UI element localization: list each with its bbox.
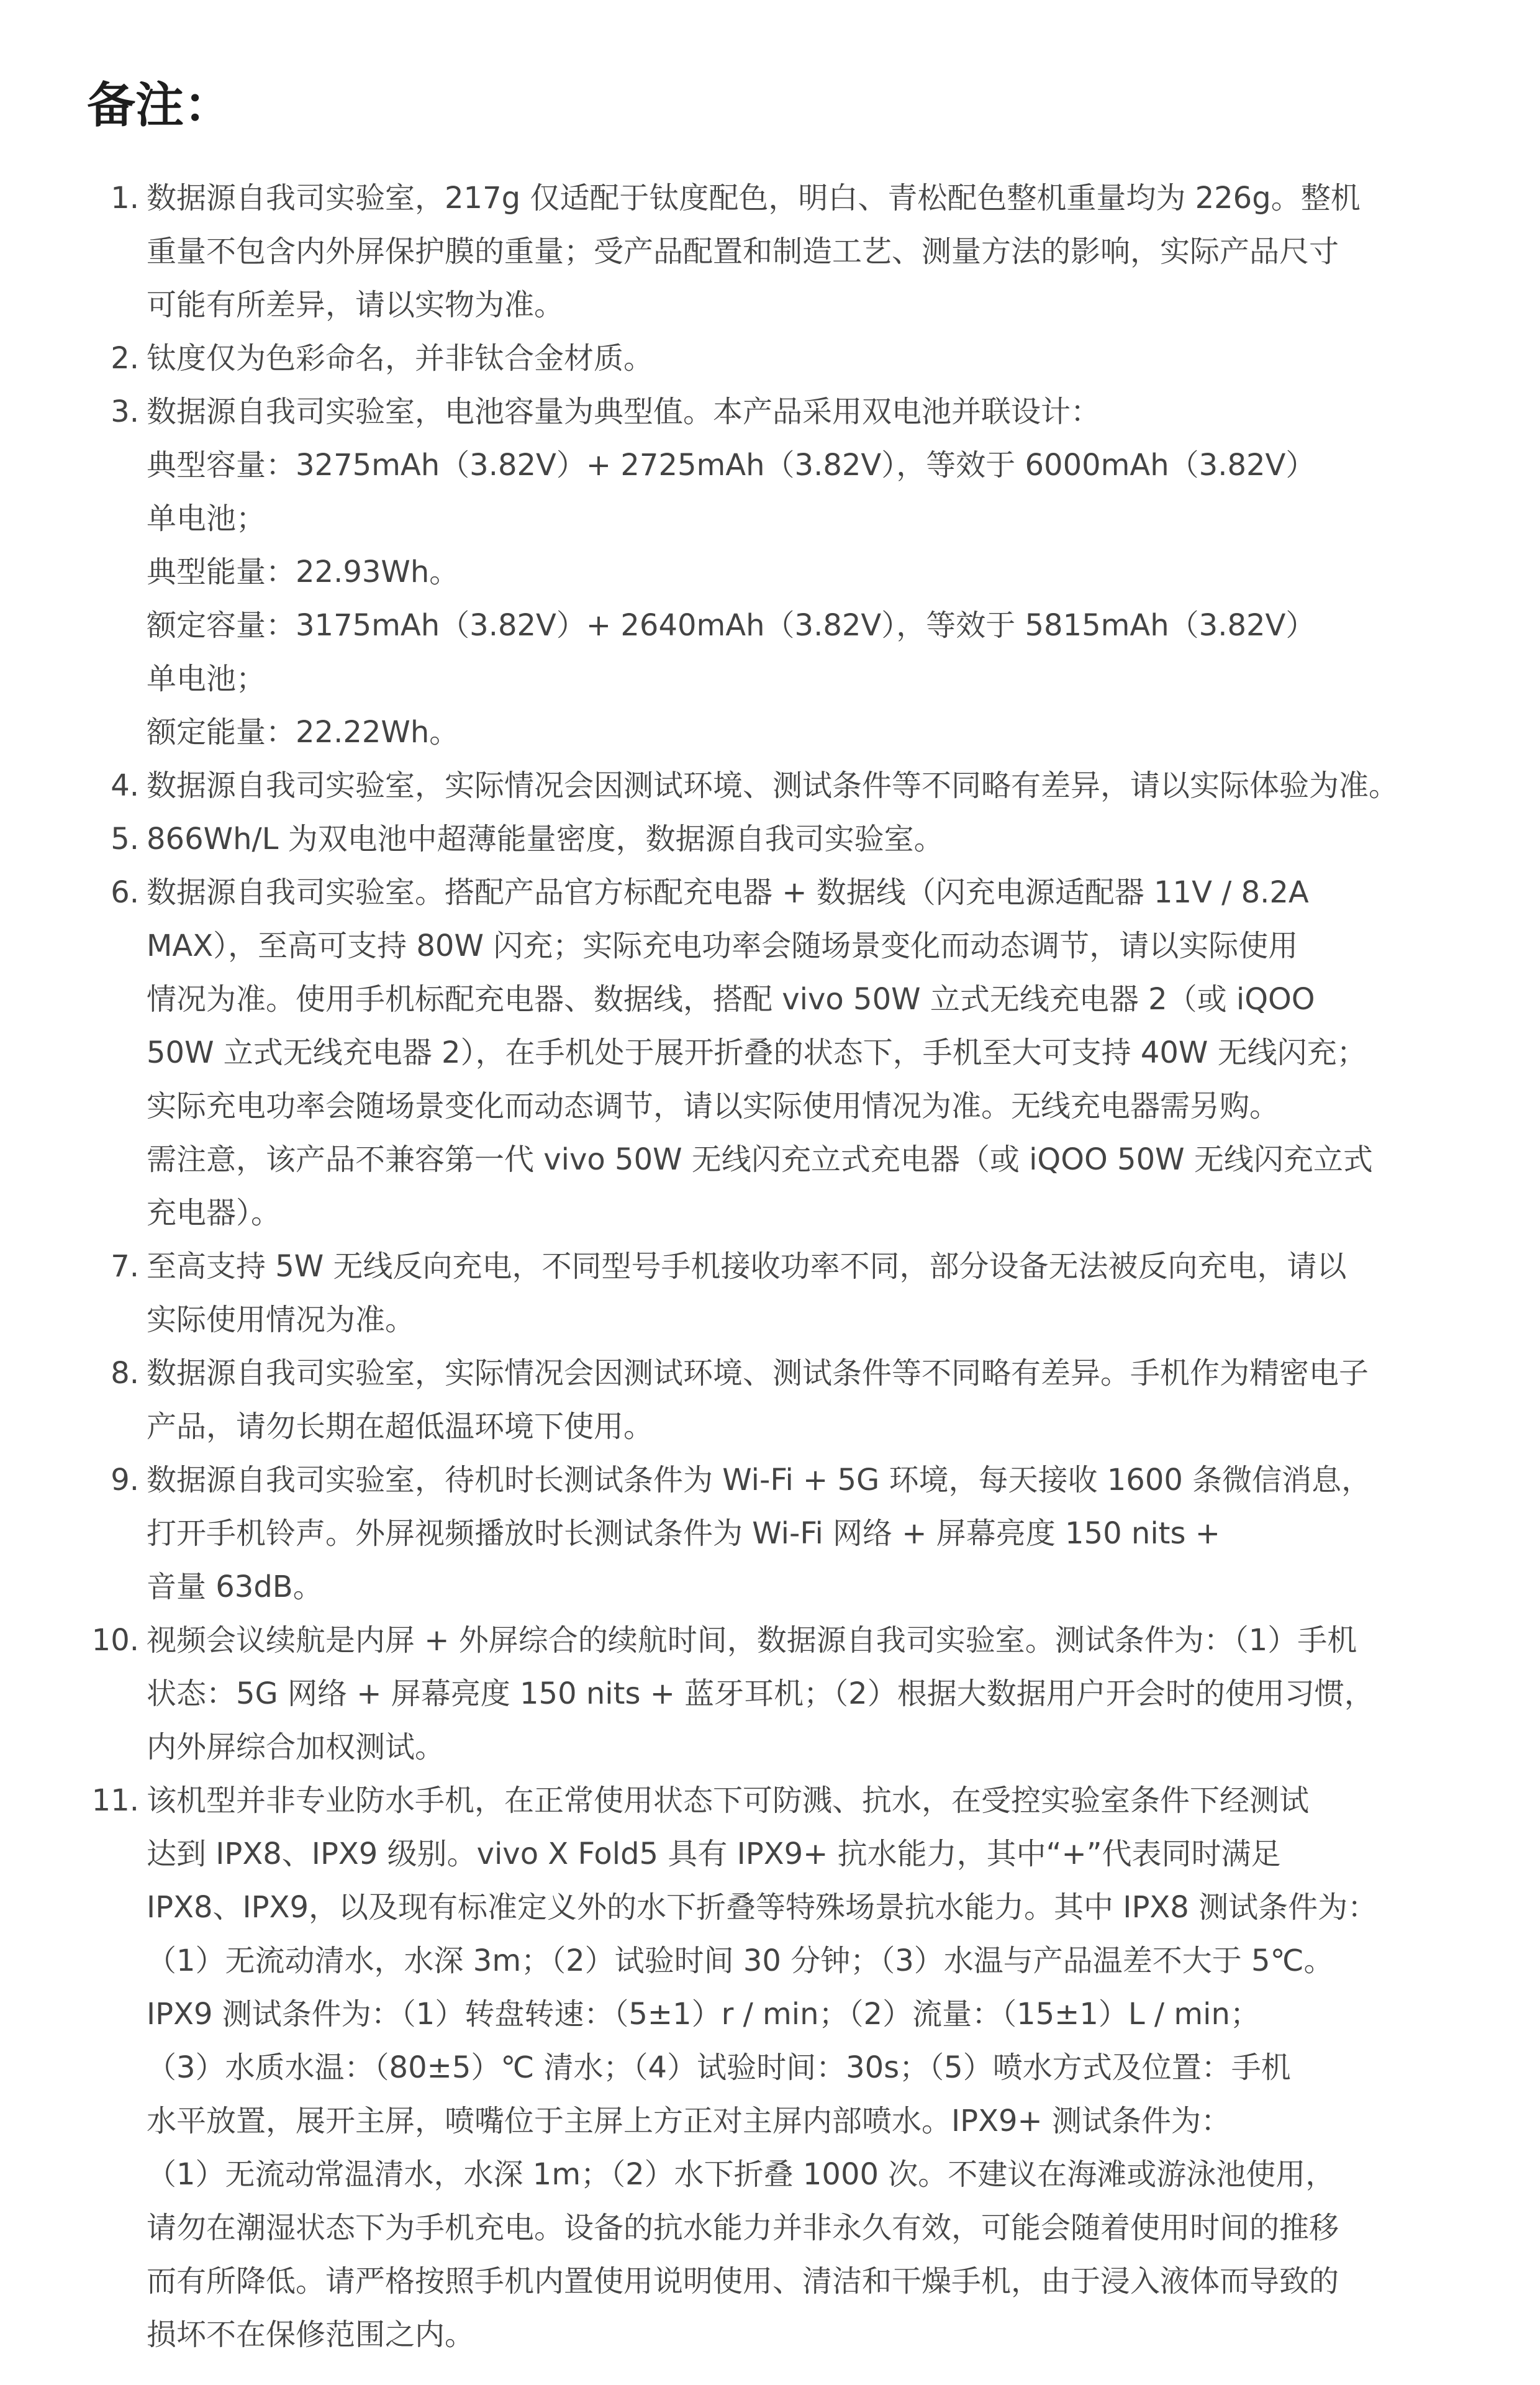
note-line: 需注意，该产品不兼容第一代 vivo 50W 无线闪充立式充电器（或 iQOO 50W 无线闪充立式 <box>147 1142 1373 1177</box>
note-number: 7. <box>111 1249 139 1284</box>
note-item <box>87 759 1478 812</box>
note-line: 额定容量：3175mAh（3.82V）+ 2640mAh（3.82V），等效于 5815mAh（3.82V） <box>147 608 1316 643</box>
note-number: 2. <box>111 341 139 376</box>
note-line: IPX8、IPX9，以及现有标准定义外的水下折叠等特殊场景抗水能力。其中 IPX8 测试条件为： <box>147 1890 1378 1925</box>
note-line: 实际充电功率会随场景变化而动态调节，请以实际使用情况为准。无线充电器需另购。 <box>147 1089 1280 1124</box>
note-text <box>147 385 1478 759</box>
note-line: 50W 立式无线充电器 2），在手机处于展开折叠的状态下，手机至大可支持 40W 无线闪充； <box>147 1035 1367 1070</box>
note-line: 数据源自我司实验室。搭配产品官方标配充电器 + 数据线（闪充电源适配器 11V / 8.2A <box>147 875 1309 910</box>
note-line: 视频会议续航是内屏 + 外屏综合的续航时间，数据源自我司实验室。测试条件为：（1）手机 <box>147 1623 1357 1658</box>
note-line: 情况为准。使用手机标配充电器、数据线，搭配 vivo 50W 立式无线充电器 2（或 iQOO <box>147 982 1315 1017</box>
note-line: 数据源自我司实验室，实际情况会因测试环境、测试条件等不同略有差异。手机作为精密电子 <box>147 1356 1369 1391</box>
note-text <box>147 1240 1478 1347</box>
note-item <box>87 1774 1478 2361</box>
note-line: IPX9 测试条件为：（1）转盘转速：（5±1）r / min；（2）流量：（15±1）L / min； <box>147 1997 1260 2032</box>
note-line: （1）无流动清水，水深 3m；（2）试验时间 30 分钟；（3）水温与产品温差不大于 5℃。 <box>147 1943 1334 1978</box>
note-line: 产品，请勿长期在超低温环境下使用。 <box>147 1409 654 1444</box>
note-line: 数据源自我司实验室，电池容量为典型值。本产品采用双电池并联设计： <box>147 394 1101 429</box>
note-text <box>147 1774 1478 2361</box>
note-number: 9. <box>111 1463 139 1497</box>
note-item <box>87 866 1478 1240</box>
note-line: 典型能量：22.93Wh。 <box>147 555 460 589</box>
note-line: 该机型并非专业防水手机，在正常使用状态下可防溅、抗水，在受控实验室条件下经测试 <box>147 1783 1310 1818</box>
note-line: 充电器）。 <box>147 1196 281 1230</box>
note-item <box>87 332 1478 385</box>
note-number: 3. <box>111 394 139 429</box>
note-number: 11. <box>91 1783 139 1818</box>
note-number: 4. <box>111 768 139 803</box>
note-item <box>87 1453 1478 1614</box>
note-line: 钛度仅为色彩命名，并非钛合金材质。 <box>147 341 654 376</box>
note-number: 6. <box>111 875 139 910</box>
note-number: 1. <box>111 181 139 216</box>
note-line: 水平放置，展开主屏，喷嘴位于主屏上方正对主屏内部喷水。IPX9+ 测试条件为： <box>147 2104 1231 2138</box>
note-item <box>87 171 1478 332</box>
note-text <box>147 759 1478 812</box>
note-number: 10. <box>91 1623 139 1658</box>
note-line: 请勿在潮湿状态下为手机充电。设备的抗水能力并非永久有效，可能会随着使用时间的推移 <box>147 2210 1339 2245</box>
note-item <box>87 1240 1478 1347</box>
note-line: MAX），至高可支持 80W 闪充；实际充电功率会随场景变化而动态调节，请以实际使用 <box>147 929 1298 963</box>
note-line: 重量不包含内外屏保护膜的重量；受产品配置和制造工艺、测量方法的影响，实际产品尺寸 <box>147 234 1339 269</box>
note-text <box>147 1347 1478 1453</box>
note-line: 状态：5G 网络 + 屏幕亮度 150 nits + 蓝牙耳机；（2）根据大数据用户开会时的使用习惯， <box>147 1676 1374 1711</box>
note-text <box>147 866 1478 1240</box>
page-title: 备注： <box>87 78 233 134</box>
note-line: （1）无流动常温清水，水深 1m；（2）水下折叠 1000 次。不建议在海滩或游泳池使用， <box>147 2157 1336 2192</box>
note-line: （3）水质水温：（80±5）℃ 清水；（4）试验时间：30s；（5）喷水方式及位置：手机 <box>147 2050 1291 2085</box>
note-line: 损坏不在保修范围之内。 <box>147 2317 475 2352</box>
note-line: 达到 IPX8、IPX9 级别。vivo X Fold5 具有 IPX9+ 抗水能力，其中“+”代表同时满足 <box>147 1837 1281 1871</box>
note-text <box>147 812 1478 866</box>
note-line: 866Wh/L 为双电池中超薄能量密度，数据源自我司实验室。 <box>147 822 944 856</box>
note-line: 单电池； <box>147 501 266 536</box>
note-line: 至高支持 5W 无线反向充电，不同型号手机接收功率不同，部分设备无法被反向充电，请以 <box>147 1249 1347 1284</box>
note-line: 可能有所差异，请以实物为准。 <box>147 288 564 322</box>
note-item <box>87 1347 1478 1453</box>
note-item <box>87 385 1478 759</box>
note-line: 额定能量：22.22Wh。 <box>147 715 460 750</box>
note-item <box>87 1614 1478 1774</box>
note-line: 而有所降低。请严格按照手机内置使用说明使用、清洁和干燥手机，由于浸入液体而导致的 <box>147 2264 1339 2299</box>
notes-list <box>87 171 1478 2361</box>
note-number: 5. <box>111 822 139 856</box>
notes-page <box>87 75 1478 2361</box>
note-text <box>147 332 1478 385</box>
note-line: 数据源自我司实验室，实际情况会因测试环境、测试条件等不同略有差异，请以实际体验为准。 <box>147 768 1399 803</box>
note-line: 打开手机铃声。外屏视频播放时长测试条件为 Wi-Fi 网络 + 屏幕亮度 150 nits + <box>147 1516 1220 1551</box>
note-text <box>147 1453 1478 1614</box>
note-item <box>87 812 1478 866</box>
note-line: 单电池； <box>147 661 266 696</box>
note-text <box>147 171 1478 332</box>
note-line: 数据源自我司实验室，217g 仅适配于钛度配色，明白、青松配色整机重量均为 226g。整机 <box>147 181 1361 216</box>
note-line: 内外屏综合加权测试。 <box>147 1730 445 1765</box>
note-line: 典型容量：3275mAh（3.82V）+ 2725mAh（3.82V），等效于 6000mAh（3.82V） <box>147 448 1316 483</box>
note-line: 数据源自我司实验室，待机时长测试条件为 Wi-Fi + 5G 环境，每天接收 1600 条微信消息， <box>147 1463 1372 1497</box>
note-line: 音量 63dB。 <box>147 1570 323 1604</box>
note-number: 8. <box>111 1356 139 1391</box>
note-text <box>147 1614 1478 1774</box>
note-line: 实际使用情况为准。 <box>147 1302 415 1337</box>
